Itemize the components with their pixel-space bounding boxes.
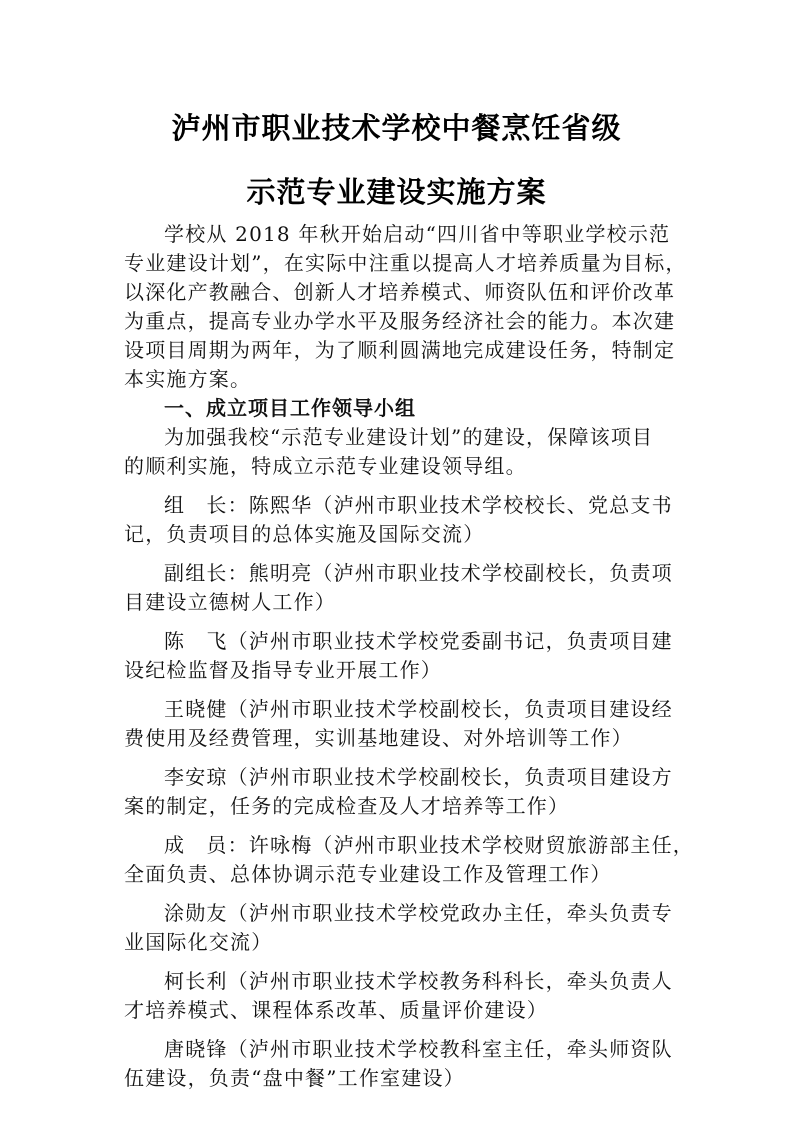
paragraph-line: 的顺利实施，特成立示范专业建设领导组。 — [124, 454, 527, 478]
member-line: 王晓健（泸州市职业技术学校副校长，负责项目建设经 — [164, 697, 673, 721]
member-line: 伍建设，负责“盘中餐”工作室建设） — [124, 1066, 465, 1090]
member-line: 记，负责项目的总体实施及国际交流） — [124, 522, 485, 546]
member-line: 李安琼（泸州市职业技术学校副校长，负责项目建设方 — [164, 765, 673, 789]
paragraph-line: 设项目周期为两年，为了顺利圆满地完成建设任务，特制定 — [124, 338, 676, 362]
member-line: 费使用及经费管理，实训基地建设、对外培训等工作） — [124, 726, 633, 750]
paragraph-line: 以深化产教融合、创新人才培养模式、师资队伍和评价改革 — [124, 280, 676, 304]
member-line: 柯长利（泸州市职业技术学校教务科科长，牵头负责人 — [164, 969, 673, 993]
member-line: 陈 飞（泸州市职业技术学校党委副书记，负责项目建 — [164, 629, 673, 653]
paragraph-line: 为加强我校“示范专业建设计划”的建设，保障该项目 — [164, 425, 654, 449]
member-line: 业国际化交流） — [124, 930, 273, 954]
paragraph-line: 专业建设计划”，在实际中注重以提高人才培养质量为目标， — [124, 251, 687, 275]
paragraph-line: 为重点，提高专业办学水平及服务经济社会的能力。本次建 — [124, 309, 676, 333]
document-title-line-2: 示范专业建设实施方案 — [246, 175, 547, 209]
document-title-line-1: 泸州市职业技术学校中餐烹饪省级 — [171, 111, 622, 145]
member-line: 案的制定，任务的完成检查及人才培养等工作） — [124, 794, 570, 818]
member-line: 唐晓锋（泸州市职业技术学校教科室主任，牵头师资队 — [164, 1037, 673, 1061]
section-heading: 一、成立项目工作领导小组 — [164, 396, 416, 420]
member-line: 成 员：许咏梅（泸州市职业技术学校财贸旅游部主任， — [164, 833, 694, 857]
paragraph-line: 学校从 2018 年秋开始启动“四川省中等职业学校示范 — [164, 222, 671, 246]
paragraph-line: 本实施方案。 — [124, 367, 252, 391]
member-line: 副组长：熊明亮（泸州市职业技术学校副校长，负责项 — [164, 561, 673, 585]
member-line: 涂勋友（泸州市职业技术学校党政办主任，牵头负责专 — [164, 901, 673, 925]
member-line: 全面负责、总体协调示范专业建设工作及管理工作） — [124, 862, 612, 886]
member-line: 目建设立德树人工作） — [124, 590, 336, 614]
member-line: 设纪检监督及指导专业开展工作） — [124, 658, 442, 682]
member-line: 组 长：陈熙华（泸州市职业技术学校校长、党总支书 — [164, 493, 673, 517]
member-line: 才培养模式、课程体系改革、质量评价建设） — [124, 998, 548, 1022]
